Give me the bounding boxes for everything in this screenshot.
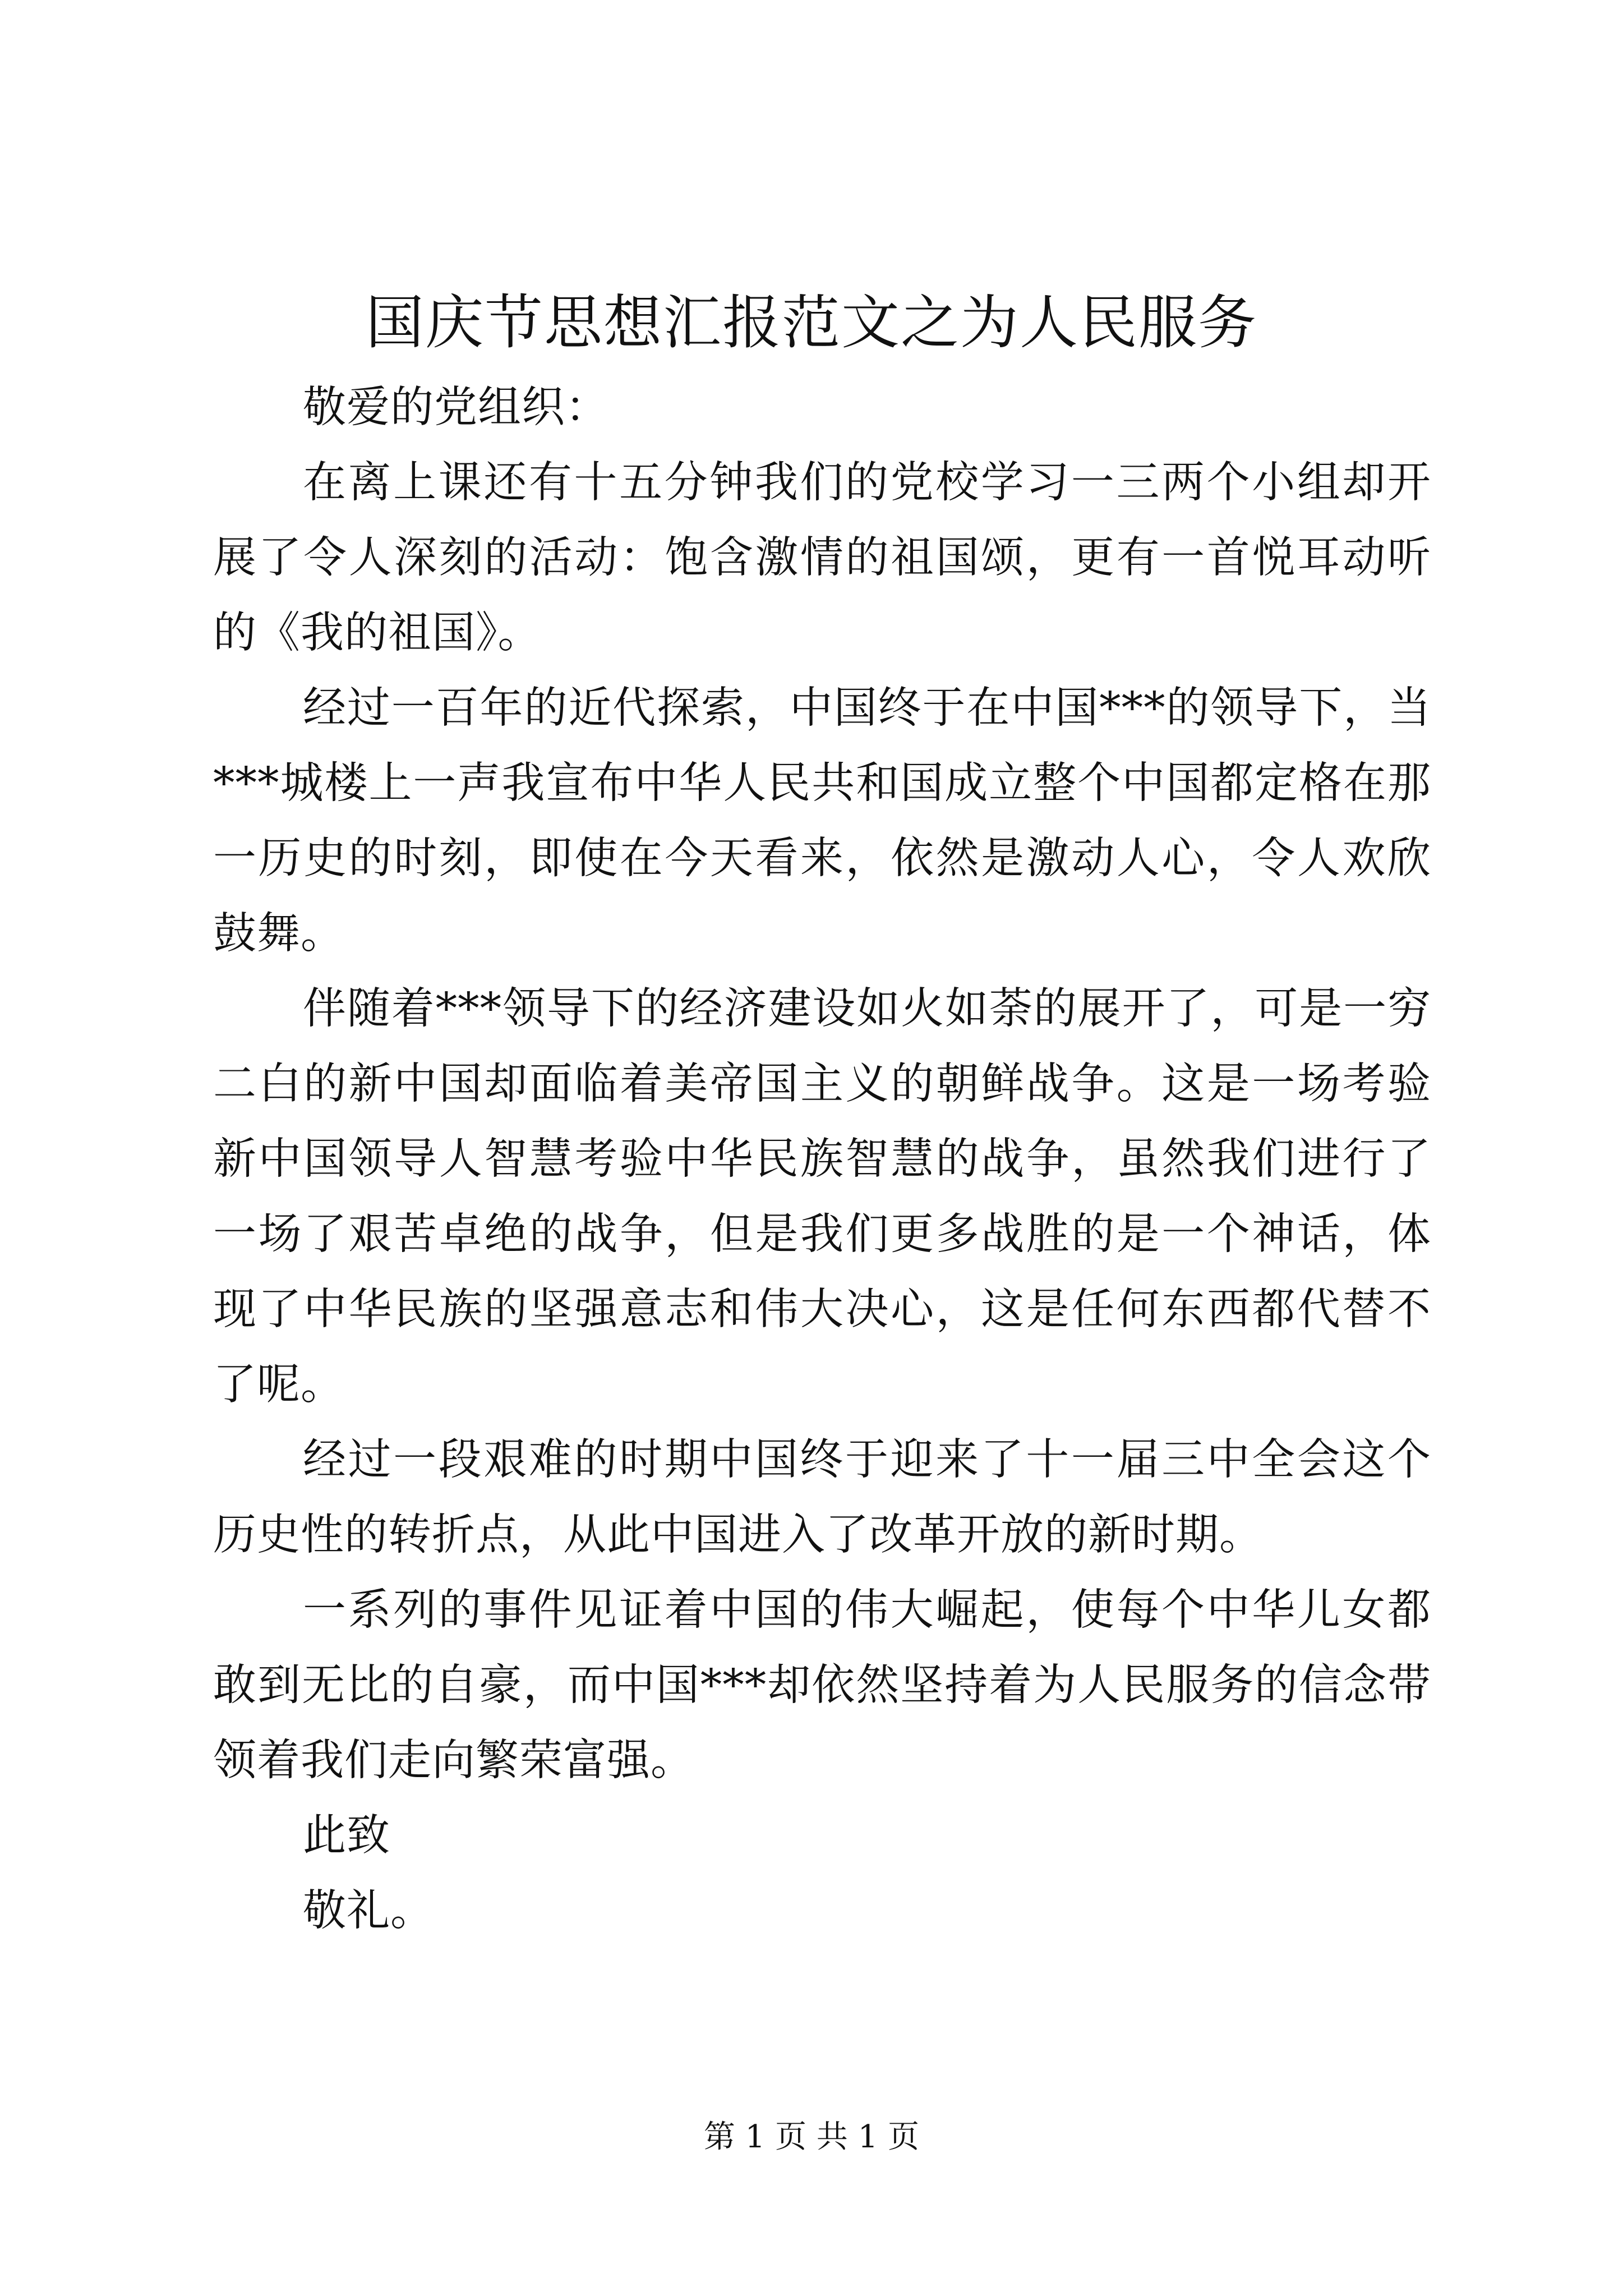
paragraph-4: 经过一段艰难的时期中国终于迎来了十一届三中全会这个历史性的转折点，从此中国进入了改革开放的新时期。 — [213, 1435, 1431, 1560]
paragraph-3: 伴随着***领导下的经济建设如火如荼的展开了，可是一穷二白的新中国却面临着美帝国主义的朝鲜战争。这是一场考验新中国领导人智慧考验中华民族智慧的战争，虽然我们进行了一场了艰苦卓绝的战争，但是我们更多战胜的是一个神话，体现了中华民族的坚强意志和伟大决心，这是任何东西都代替不了呢。 — [213, 984, 1431, 1410]
document-body — [213, 370, 1431, 1949]
salutation: 敬爱的党组织： — [303, 383, 609, 432]
paragraph-2: 经过一百年的近代探索，中国终于在中国***的领导下，当***城楼上一声我宣布中华人民共和国成立整个中国都定格在那一历史的时刻，即使在今天看来，依然是激动人心，令人欢欣鼓舞。 — [213, 683, 1431, 959]
closing-line-2: 敬礼。 — [303, 1886, 434, 1936]
paragraph-5: 一系列的事件见证着中国的伟大崛起，使每个中华儿女都敢到无比的自豪，而中国***却依然坚持着为人民服务的信念带领着我们走向繁荣富强。 — [213, 1585, 1431, 1786]
closing-line-1: 此致 — [303, 1811, 390, 1861]
document-title: 国庆节思想汇报范文之为人民服务 — [365, 288, 1257, 357]
paragraph-1: 在离上课还有十五分钟我们的党校学习一三两个小组却开展了令人深刻的活动：饱含激情的祖国颂，更有一首悦耳动听的《我的祖国》。 — [213, 458, 1431, 658]
page-footer: 第 1 页 共 1 页 — [703, 2119, 920, 2155]
